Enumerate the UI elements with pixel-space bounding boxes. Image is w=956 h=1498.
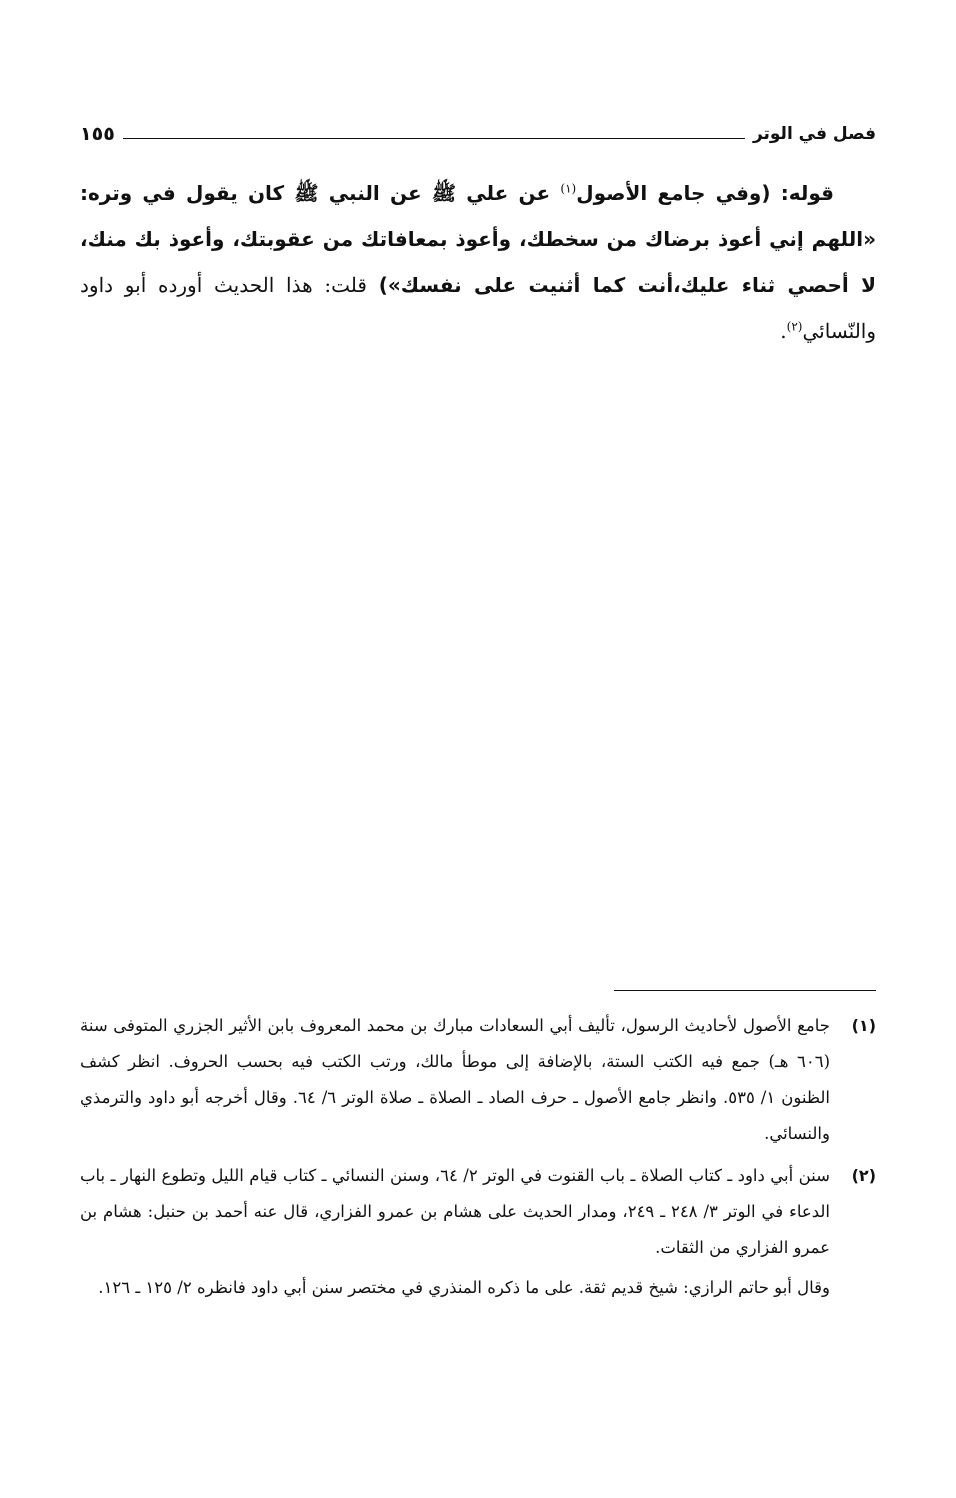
commentary-end: .	[780, 319, 787, 343]
quoted-hadith-bold: قوله: (وفي جامع الأصول	[576, 181, 834, 205]
footnote-number: (١)	[851, 1016, 876, 1035]
footnote-paragraph: جامع الأصول لأحاديث الرسول، تأليف أبي السعادات مبارك بن محمد المعروف بابن الأثير الجزري المتوفى سنة (٦٠٦ هـ) جمع فيه الكتب الستة، بالإضافة إلى موطأ مالك، ورتب الكتب فيه بحسب الحروف. انظر كشف الظنون ١/ ٥٣٥. وانظر جامع الأصول ـ حرف الصاد ـ الصلاة ـ صلاة الوتر ٦/ ٦٤. وقال أخرجه أبو داود والترمذي والنسائي.	[80, 1016, 830, 1143]
footnote-paragraph: وقال أبو حاتم الرازي: شيخ قديم ثقة. على ما ذكره المنذري في مختصر سنن أبي داود فانظره ٢/ ١٢٥ ـ ١٢٦.	[98, 1278, 830, 1297]
commentary-text: قلت: هذا الحديث أورده أبو داود والنّسائي	[80, 273, 876, 343]
footnote-2	[80, 1158, 876, 1306]
header-rule	[123, 138, 745, 139]
footnote-separator	[614, 990, 876, 991]
footnote-ref-2[interactable]: (٢)	[786, 319, 803, 334]
quoted-hadith-bold-cont: عن علي ﷺ عن النبي ﷺ كان يقول في وتره: «اللهم إني أعوذ برضاك من سخطك، وأعوذ بمعافاتك من عقوبتك، وأعوذ بك منك، لا أحصي ثناء عليك،أنت كما أثنيت على نفسك»)	[80, 181, 876, 297]
footnote-text	[80, 1158, 830, 1306]
main-text	[80, 170, 876, 354]
footnote-paragraph: سنن أبي داود ـ كتاب الصلاة ـ باب القنوت في الوتر ٢/ ٦٤، وسنن النسائي ـ كتاب قيام الليل وتطوع النهار ـ باب الدعاء في الوتر ٣/ ٢٤٨ ـ ٢٤٩، ومدار الحديث على هشام بن عمرو الفزاري، قال عنه أحمد بن حنبل: هشام بن عمرو الفزاري من الثقات.	[80, 1166, 830, 1257]
footnotes	[80, 1008, 876, 1312]
footnote-text	[80, 1008, 830, 1152]
page-number: ١٥٥	[80, 123, 115, 145]
running-header	[80, 118, 876, 150]
footnote-ref-1[interactable]: (١)	[560, 181, 577, 196]
footnote-number: (٢)	[851, 1166, 876, 1185]
footnote-1	[80, 1008, 876, 1152]
chapter-title: فصل في الوتر	[752, 124, 876, 144]
